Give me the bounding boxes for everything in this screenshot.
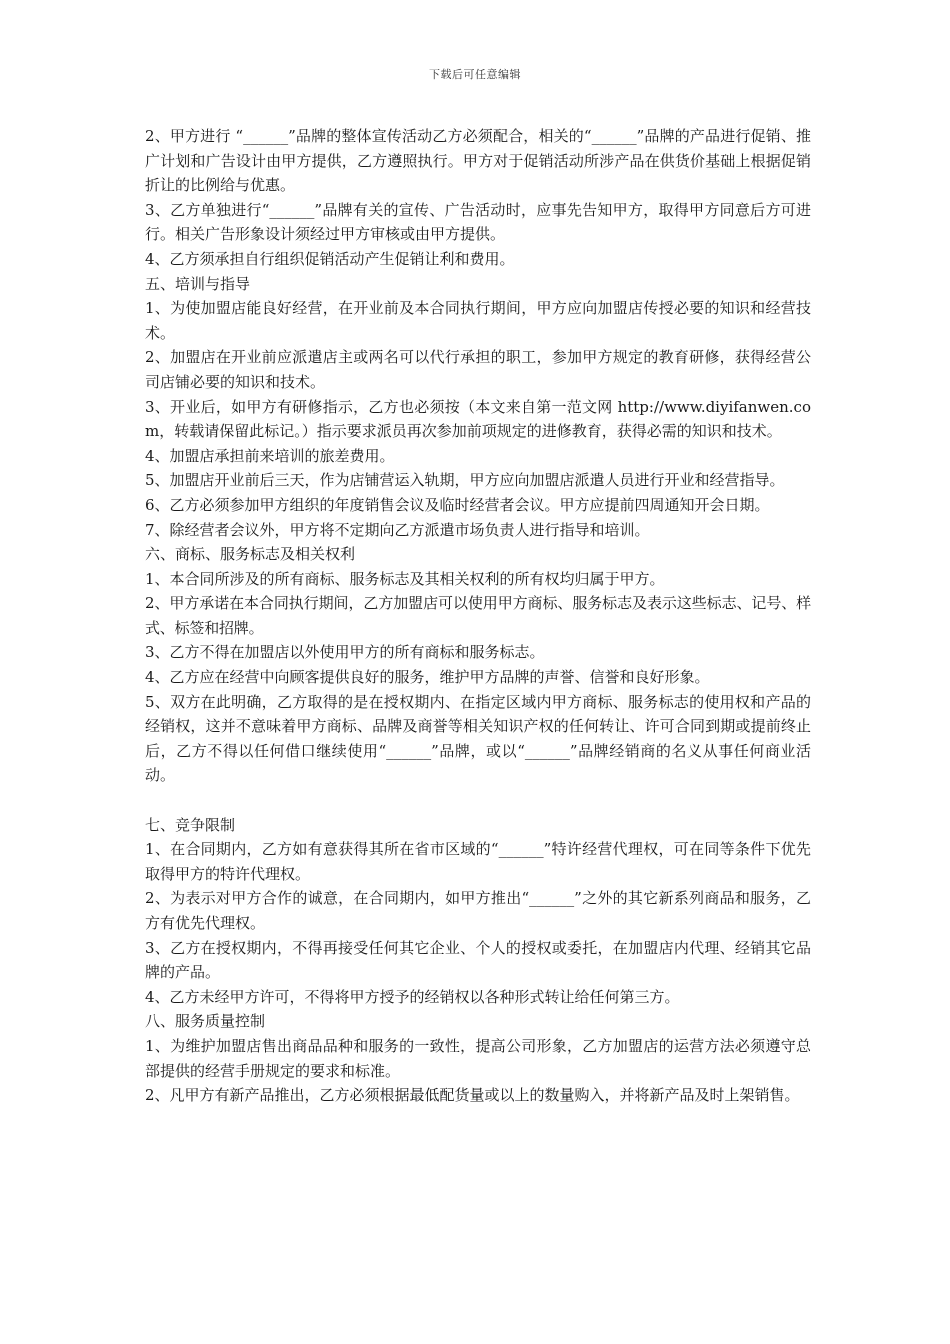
blank-line [145, 788, 811, 813]
paragraph: 6、乙方必须参加甲方组织的年度销售会议及临时经营者会议。甲方应提前四周通知开会日期。 [145, 495, 770, 514]
paragraph: 3、乙方不得在加盟店以外使用甲方的所有商标和服务标志。 [145, 643, 545, 662]
page-header: 下载后可任意编辑 [429, 68, 521, 81]
paragraph: 1、本合同所涉及的所有商标、服务标志及其相关权利的所有权均归属于甲方。 [145, 569, 665, 588]
paragraph: 3、乙方在授权期内，不得再接受任何其它企业、个人的授权或委托，在加盟店内代理、经销其它品牌的产品。 [145, 938, 811, 982]
paragraph: 4、乙方须承担自行组织促销活动产生促销让利和费用。 [145, 249, 515, 268]
section-heading: 七、竞争限制 [145, 815, 236, 834]
paragraph: 1、为使加盟店能良好经营，在开业前及本合同执行期间，甲方应向加盟店传授必要的知识和经营技术。 [145, 299, 811, 342]
paragraph: 5、双方在此明确，乙方取得的是在授权期内、在指定区域内甲方商标、服务标志的使用权和产品的经销权，这并不意味着甲方商标、品牌及商誉等相关知识产权的任何转让、许可合同到期或提前终止后，乙方不得以任何借口继续使用“______”品牌，或以“______”品牌经销商的名义从事任何商业活动。 [145, 692, 811, 785]
paragraph: 2、凡甲方有新产品推出，乙方必须根据最低配货量或以上的数量购入，并将新产品及时上架销售。 [145, 1086, 800, 1105]
paragraph: 5、加盟店开业前后三天，作为店铺营运入轨期，甲方应向加盟店派遣人员进行开业和经营指导。 [145, 471, 785, 490]
paragraph: 4、加盟店承担前来培训的旅差费用。 [145, 446, 395, 465]
paragraph: 2、为表示对甲方合作的诚意，在合同期内，如甲方推出“______”之外的其它新系列商品和服务，乙方有优先代理权。 [145, 889, 811, 932]
paragraph: 7、除经营者会议外，甲方将不定期向乙方派遣市场负责人进行指导和培训。 [145, 520, 650, 539]
paragraph: 1、在合同期内，乙方如有意获得其所在省市区域的“______”特许经营代理权，可在同等条件下优先取得甲方的特许代理权。 [145, 840, 811, 883]
paragraph: 1、为维护加盟店售出商品品种和服务的一致性，提高公司形象，乙方加盟店的运营方法必须遵守总部提供的经营手册规定的要求和标准。 [145, 1036, 811, 1080]
section-heading: 五、培训与指导 [145, 274, 251, 293]
section-heading: 八、服务质量控制 [145, 1012, 266, 1031]
paragraph: 3、开业后，如甲方有研修指示，乙方也必须按（本文来自第一范文网 http://www.diyifanwen.com，转载请保留此标记。）指示要求派员再次参加前项规定的进修教育，获得必需的知识和技术。 [145, 397, 811, 441]
paragraph: 3、乙方单独进行“______”品牌有关的宣传、广告活动时，应事先告知甲方，取得甲方同意后方可进行。相关广告形象设计须经过甲方审核或由甲方提供。 [145, 200, 811, 244]
section-heading: 六、商标、服务标志及相关权利 [145, 545, 356, 564]
paragraph: 4、乙方应在经营中向顾客提供良好的服务，维护甲方品牌的声誉、信誉和良好形象。 [145, 668, 710, 687]
paragraph: 4、乙方未经甲方许可，不得将甲方授予的经销权以各种形式转让给任何第三方。 [145, 987, 680, 1006]
paragraph: 2、加盟店在开业前应派遣店主或两名可以代行承担的职工，参加甲方规定的教育研修，获得经营公司店铺必要的知识和技术。 [145, 348, 811, 391]
paragraph: 2、甲方进行 “______”品牌的整体宣传活动乙方必须配合，相关的“______”品牌的产品进行促销、推广计划和广告设计由甲方提供，乙方遵照执行。甲方对于促销活动所涉产品在供货价基础上根据促销折让的比例给与优惠。 [145, 127, 811, 195]
paragraph: 2、甲方承诺在本合同执行期间，乙方加盟店可以使用甲方商标、服务标志及表示这些标志、记号、样式、标签和招牌。 [145, 594, 811, 637]
document-body [145, 124, 811, 1108]
